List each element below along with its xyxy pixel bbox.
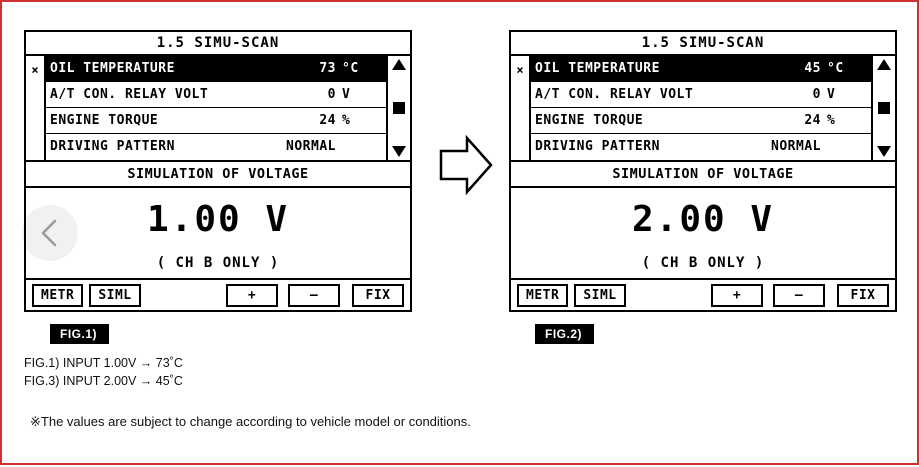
table-row[interactable]: [531, 56, 871, 82]
table-row[interactable]: [46, 134, 386, 160]
plus-button[interactable]: +: [226, 284, 278, 307]
table-row[interactable]: [46, 108, 386, 134]
scrollbar-thumb[interactable]: [393, 102, 405, 114]
scrollbar-thumb[interactable]: [878, 102, 890, 114]
table-row[interactable]: [46, 56, 386, 82]
parameter-unit: °C: [342, 60, 359, 76]
note-line-2: FIG.3) INPUT 2.00V → 45˚C: [24, 374, 183, 388]
metr-button[interactable]: METR: [32, 284, 83, 307]
simulation-value: 2.00 V: [631, 199, 775, 240]
parameter-unit: °C: [827, 60, 844, 76]
close-icon[interactable]: ×: [26, 56, 46, 160]
scroll-up-arrow-icon[interactable]: [877, 59, 891, 70]
scroll-up-arrow-icon[interactable]: [392, 59, 406, 70]
scroll-down-arrow-icon[interactable]: [877, 146, 891, 157]
simulation-note: ( CH B ONLY ): [511, 252, 895, 280]
scan-tool-screen-fig1: [24, 30, 412, 312]
siml-button[interactable]: SIML: [89, 284, 140, 307]
metr-button[interactable]: METR: [517, 284, 568, 307]
parameter-label: ENGINE TORQUE: [50, 112, 159, 128]
figure-notes: [24, 354, 183, 390]
parameter-list: [511, 56, 895, 162]
scan-tool-screen-fig2: [509, 30, 897, 312]
back-navigation-button[interactable]: [22, 205, 78, 261]
figure-tag-1: FIG.1): [50, 324, 109, 344]
fix-button[interactable]: FIX: [352, 284, 404, 307]
table-row[interactable]: [531, 108, 871, 134]
button-bar: [26, 280, 410, 310]
scrollbar[interactable]: [871, 56, 895, 160]
parameter-label: OIL TEMPERATURE: [535, 60, 660, 76]
parameter-value: 0: [327, 86, 336, 102]
simulation-note: ( CH B ONLY ): [26, 252, 410, 280]
parameter-value: 73: [319, 60, 336, 76]
parameter-unit: V: [827, 86, 836, 102]
screen-title: 1.5 SIMU-SCAN: [511, 32, 895, 56]
parameter-label: DRIVING PATTERN: [50, 139, 175, 154]
parameter-value: 45: [804, 60, 821, 76]
parameter-value: NORMAL: [286, 139, 336, 154]
parameter-value: 24: [804, 112, 821, 128]
parameter-unit: V: [342, 86, 351, 102]
parameter-label: A/T CON. RELAY VOLT: [50, 86, 209, 102]
parameter-rows: [531, 56, 871, 160]
table-row[interactable]: [46, 82, 386, 108]
parameter-value: 0: [812, 86, 821, 102]
plus-button[interactable]: +: [711, 284, 763, 307]
scrollbar[interactable]: [386, 56, 410, 160]
table-row[interactable]: [531, 134, 871, 160]
minus-button[interactable]: —: [773, 284, 825, 307]
parameter-list: [26, 56, 410, 162]
parameter-rows: [46, 56, 386, 160]
note-line-1: FIG.1) INPUT 1.00V → 73˚C: [24, 356, 183, 370]
figure-tag-2: FIG.2): [535, 324, 594, 344]
parameter-value: 24: [319, 112, 336, 128]
scroll-down-arrow-icon[interactable]: [392, 146, 406, 157]
siml-button[interactable]: SIML: [574, 284, 625, 307]
fix-button[interactable]: FIX: [837, 284, 889, 307]
parameter-label: OIL TEMPERATURE: [50, 60, 175, 76]
right-arrow-icon: [439, 135, 493, 195]
minus-button[interactable]: —: [288, 284, 340, 307]
button-bar: [511, 280, 895, 310]
table-row[interactable]: [531, 82, 871, 108]
simulation-title: SIMULATION OF VOLTAGE: [511, 162, 895, 188]
parameter-label: ENGINE TORQUE: [535, 112, 644, 128]
parameter-label: DRIVING PATTERN: [535, 139, 660, 154]
chevron-left-icon: [39, 218, 61, 248]
figures-container: [2, 2, 919, 467]
parameter-value: NORMAL: [771, 139, 821, 154]
screen-title: 1.5 SIMU-SCAN: [26, 32, 410, 56]
simulation-value: 1.00 V: [146, 199, 290, 240]
parameter-unit: %: [827, 112, 836, 128]
remark-text: ※The values are subject to change according to vehicle model or conditions.: [30, 414, 471, 429]
parameter-unit: %: [342, 112, 351, 128]
parameter-label: A/T CON. RELAY VOLT: [535, 86, 694, 102]
close-icon[interactable]: ×: [511, 56, 531, 160]
simulation-title: SIMULATION OF VOLTAGE: [26, 162, 410, 188]
